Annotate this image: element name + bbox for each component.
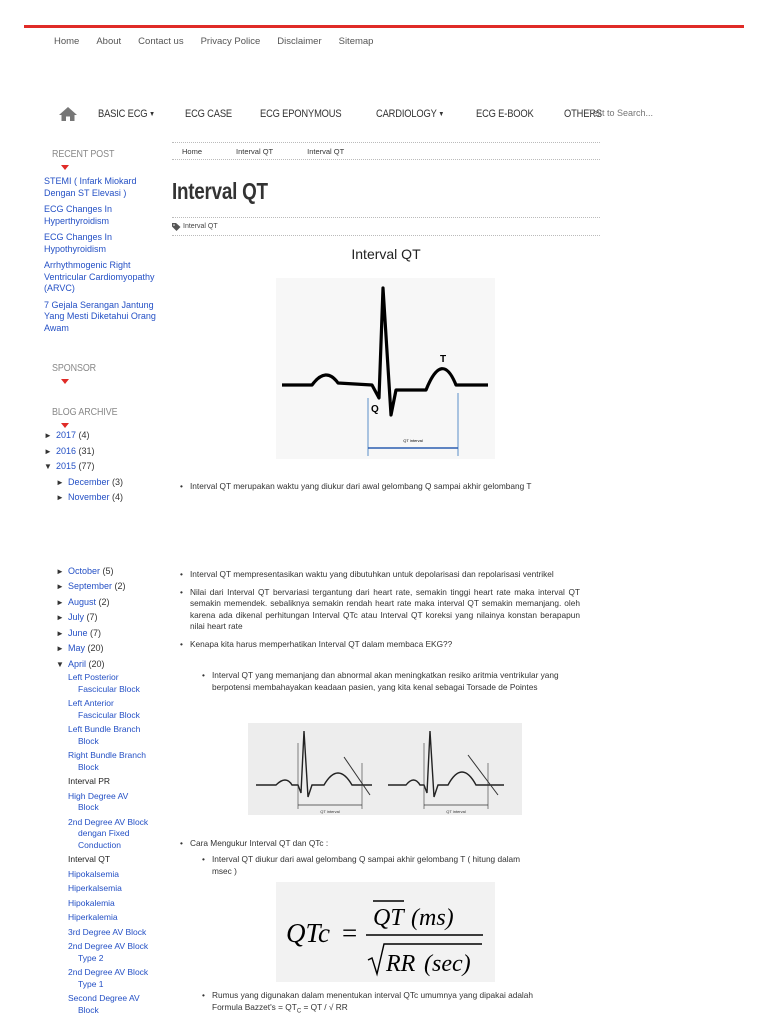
archive-count: (4) xyxy=(112,492,124,502)
blog-archive-heading: BLOG ARCHIVE xyxy=(52,406,118,418)
archive-month-link[interactable]: July xyxy=(68,612,85,622)
label-q: Q xyxy=(371,404,379,415)
nav-ecg-ebook[interactable]: ECG E-BOOK xyxy=(476,108,534,120)
archive-month-link[interactable]: December xyxy=(68,476,110,487)
archive-year[interactable] xyxy=(44,444,164,460)
breadcrumb-category[interactable]: Interval QT xyxy=(236,146,274,156)
bullet-sublist-2 xyxy=(202,854,532,883)
archive-month[interactable] xyxy=(44,595,164,611)
expand-arrow-icon[interactable]: ► xyxy=(56,628,64,638)
bullet-sublist-3 xyxy=(202,990,562,1024)
expand-arrow-icon[interactable]: ► xyxy=(44,446,52,456)
top-nav-sitemap[interactable]: Sitemap xyxy=(338,36,374,47)
archive-month[interactable] xyxy=(44,579,164,595)
top-nav-about[interactable]: About xyxy=(96,36,122,47)
tag-icon xyxy=(172,223,181,231)
top-nav-privacy[interactable]: Privacy Police xyxy=(200,36,261,47)
recent-post-heading: RECENT POST xyxy=(52,148,115,160)
nav-ecg-case[interactable]: ECG CASE xyxy=(184,108,232,120)
expand-arrow-icon[interactable]: ► xyxy=(56,644,64,653)
archive-post-link[interactable]: 2nd Degree AV Block Type 1 xyxy=(68,967,149,989)
top-accent-bar xyxy=(24,25,744,28)
archive-count: (2) xyxy=(98,596,110,607)
triangle-down-icon xyxy=(61,379,69,384)
recent-post-list xyxy=(44,176,164,334)
expand-arrow-icon[interactable]: ► xyxy=(44,431,52,440)
label-t: T xyxy=(440,354,447,365)
bullet-list-1 xyxy=(180,481,590,499)
archive-post-link[interactable]: Left Anterior Fascicular Block xyxy=(68,698,140,720)
archive-year-link[interactable]: 2016 xyxy=(56,445,77,456)
chevron-down-icon: ▼ xyxy=(149,110,155,118)
archive-post-link[interactable]: Hiperkalsemia xyxy=(68,883,122,893)
post-tags xyxy=(172,217,600,236)
archive-post-current[interactable]: Interval PR xyxy=(68,776,111,786)
nav-ecg-eponymous[interactable]: ECG EPONYMOUS xyxy=(260,108,342,120)
nav-cardiology[interactable]: CARDIOLOGY ▼ xyxy=(375,108,444,120)
tag-link[interactable]: Interval QT xyxy=(183,223,218,230)
archive-post-current[interactable]: Interval QT xyxy=(68,854,111,864)
content-title: Interval QT xyxy=(351,246,421,262)
archive-month-link[interactable]: November xyxy=(68,492,110,502)
formula-equals: = xyxy=(342,918,358,948)
bullet-sublist-1 xyxy=(202,670,567,699)
expand-arrow-icon[interactable]: ► xyxy=(56,566,64,576)
sponsor-heading: SPONSOR xyxy=(52,362,97,374)
sidebar xyxy=(44,148,164,1019)
archive-post-link[interactable]: Right Bundle Branch Block xyxy=(68,750,146,772)
archive-month-link[interactable]: June xyxy=(68,627,88,638)
nav-others[interactable]: OTHERS xyxy=(563,108,602,120)
expand-arrow-icon[interactable]: ► xyxy=(56,613,64,622)
search-box xyxy=(588,108,668,118)
archive-month[interactable] xyxy=(44,610,164,626)
formula-numerator: QT xyxy=(373,905,404,931)
qtc-formula-image xyxy=(276,882,495,982)
main-nav xyxy=(50,104,650,124)
top-nav-home[interactable]: Home xyxy=(54,36,80,47)
archive-count: (77) xyxy=(78,461,95,471)
archive-month-link[interactable]: April xyxy=(68,658,87,669)
archive-year[interactable] xyxy=(44,459,164,475)
triangle-down-icon xyxy=(61,165,69,170)
archive-year[interactable] xyxy=(44,428,164,444)
archive-post-link[interactable]: Left Bundle Branch Block xyxy=(68,724,141,746)
archive-post-link[interactable]: Left Posterior Fascicular Block xyxy=(68,672,140,694)
archive-month[interactable] xyxy=(44,626,164,642)
recent-post-link[interactable]: STEMI ( Infark Miokard Dengan ST Elevasi ) xyxy=(44,176,137,198)
qt-measure-figure xyxy=(248,723,522,815)
bullet-item: • Kenapa kita harus memperhatikan Interval QT dalam membaca EKG?? xyxy=(180,639,580,651)
archive-tree xyxy=(44,428,164,506)
breadcrumb-home[interactable]: Home xyxy=(182,146,203,156)
bullet-list-2 xyxy=(180,569,580,656)
archive-tree-continued xyxy=(44,564,164,673)
archive-month-link[interactable]: October xyxy=(68,565,101,576)
archive-month[interactable] xyxy=(44,564,164,580)
archive-month-link[interactable]: September xyxy=(68,581,113,591)
archive-count: (20) xyxy=(88,658,105,669)
bullet-item: • Nilai dari Interval QT bervariasi tergantung dari heart rate, semakin tinggi heart rate maka interval QT semakin memendek. sebaliknya semakin rendah heart rate maka interval QT semakin memanjang. oleh karena ada dikenal perhitungan Interval QTc atau Interval QT koreksi yang nilainya konstan berapapun nilai heart rate xyxy=(180,587,580,633)
expand-arrow-icon[interactable]: ► xyxy=(56,493,64,502)
top-nav xyxy=(54,36,390,47)
collapse-arrow-icon[interactable]: ▼ xyxy=(44,462,52,471)
archive-post-link[interactable]: Second Degree AV Block xyxy=(68,993,140,1015)
april-post-list xyxy=(44,672,164,1016)
recent-post-link[interactable]: Arrhythmogenic Right Ventricular Cardiomyopathy (ARVC) xyxy=(44,260,155,293)
search-input[interactable] xyxy=(588,108,668,118)
archive-year-link[interactable]: 2017 xyxy=(56,430,77,440)
label-qt-interval-b: QT interval xyxy=(446,809,466,814)
archive-count: (5) xyxy=(102,565,114,576)
bullet-item: • Interval QT diukur dari awal gelombang Q sampai akhir gelombang T ( hitung dalam msec ) xyxy=(202,854,532,877)
archive-month[interactable] xyxy=(44,490,164,506)
archive-post-link[interactable]: 2nd Degree AV Block Type 2 xyxy=(68,941,149,963)
top-nav-contact[interactable]: Contact us xyxy=(138,36,184,47)
breadcrumb xyxy=(172,142,600,160)
expand-arrow-icon[interactable]: ► xyxy=(56,597,64,607)
top-nav-disclaimer[interactable]: Disclaimer xyxy=(277,36,322,47)
archive-month-link[interactable]: May xyxy=(68,643,86,653)
archive-month[interactable] xyxy=(44,641,164,657)
label-qt-interval-a: QT interval xyxy=(320,809,340,814)
archive-month[interactable] xyxy=(44,657,164,673)
bullet-item: • Interval QT mempresentasikan waktu yang dibutuhkan untuk depolarisasi dan repolarisasi ventrikel xyxy=(180,569,580,581)
archive-month[interactable] xyxy=(44,475,164,491)
expand-arrow-icon[interactable]: ► xyxy=(56,582,64,591)
formula-denominator-unit: (sec) xyxy=(424,951,471,977)
archive-count: (3) xyxy=(112,476,124,487)
recent-post-link[interactable]: ECG Changes In Hypothyroidism xyxy=(44,232,113,254)
archive-count: (7) xyxy=(86,612,98,622)
collapse-arrow-icon[interactable]: ▼ xyxy=(56,659,64,669)
archive-post-link[interactable]: 3rd Degree AV Block xyxy=(68,926,147,937)
formula-denominator: RR xyxy=(386,951,416,977)
ecg-qt-figure xyxy=(276,278,495,459)
formula-lhs: QTc xyxy=(286,918,331,948)
bullet-list-3 xyxy=(180,838,580,856)
archive-post-link[interactable]: Hipokalsemia xyxy=(68,868,120,879)
archive-post-link[interactable]: 2nd Degree AV Block dengan Fixed Conduction xyxy=(68,816,149,850)
bullet-item: • Interval QT merupakan waktu yang diukur dari awal gelombang Q sampai akhir gelombang T xyxy=(180,481,590,493)
home-icon[interactable] xyxy=(58,106,78,122)
archive-post-link[interactable]: High Degree AV Block xyxy=(68,790,129,812)
archive-count: (7) xyxy=(90,627,102,638)
archive-count: (20) xyxy=(87,643,104,653)
archive-month-link[interactable]: August xyxy=(68,596,97,607)
nav-basic-ecg[interactable]: BASIC ECG ▼ xyxy=(98,108,155,120)
post-content xyxy=(172,142,600,262)
breadcrumb-current: Interval QT xyxy=(307,146,345,156)
recent-post-link[interactable]: 7 Gejala Serangan Jantung Yang Mesti Diketahui Orang Awam xyxy=(44,299,156,333)
archive-count: (4) xyxy=(78,430,90,440)
bullet-item: • Interval QT yang memanjang dan abnormal akan meningkatkan resiko aritmia ventrikular yang berpotensi membahayakan keadaan pasien, yang kita kenal sebagai Torsade de Pointes xyxy=(202,670,567,693)
bullet-item: • Rumus yang digunakan dalam menentukan interval QTc umumnya yang dipakai adalah Formula Bazzet's = $QT_C$ = QT / √ RR xyxy=(202,990,562,1018)
archive-count: (31) xyxy=(78,445,95,456)
recent-post-link[interactable]: ECG Changes In Hyperthyroidism xyxy=(44,204,113,226)
qtc-formula xyxy=(276,882,495,982)
bullet-item: • Cara Mengukur Interval QT dan QTc : xyxy=(180,838,580,850)
archive-post-link[interactable]: Hipokalemia xyxy=(68,897,115,908)
archive-post-link[interactable]: Hiperkalemia xyxy=(68,912,118,922)
chevron-down-icon: ▼ xyxy=(438,110,444,118)
archive-count: (2) xyxy=(114,581,126,591)
formula-numerator-unit: (ms) xyxy=(411,905,454,931)
label-qt-interval: QT interval xyxy=(403,438,423,443)
ecg-waveform-image xyxy=(276,278,495,459)
qt-measurement-image xyxy=(248,723,522,815)
page-title: Interval QT xyxy=(172,178,268,204)
archive-year-link[interactable]: 2015 xyxy=(56,461,77,471)
expand-arrow-icon[interactable]: ► xyxy=(56,477,64,487)
